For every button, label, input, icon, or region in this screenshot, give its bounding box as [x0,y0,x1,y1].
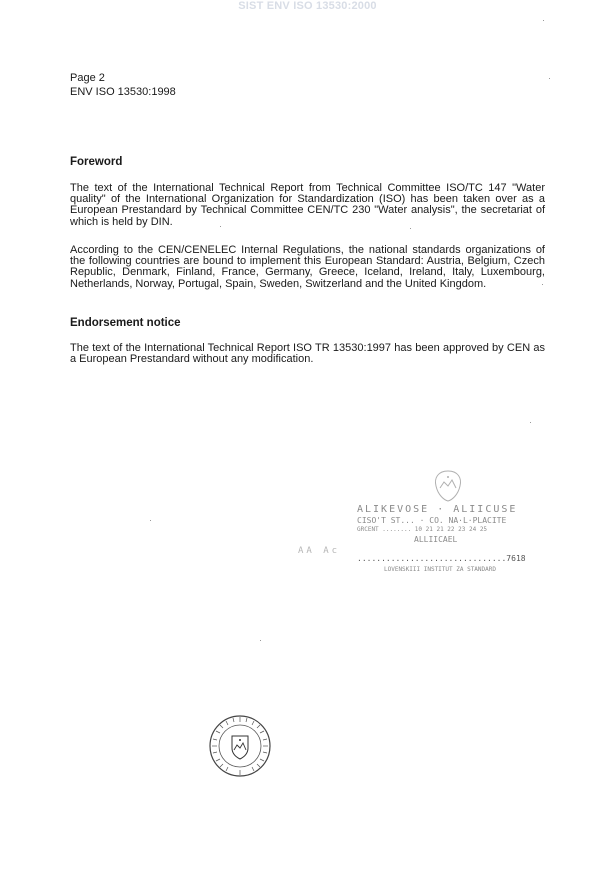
endorsement-paragraph: The text of the International Technical Report ISO TR 13530:1997 has been approved by CEN as a European Prestandard without any modification. [70,342,545,366]
stamp-line-5: ...............................7618 [357,554,526,563]
emblem-icon [428,468,468,504]
scan-speck [260,640,261,641]
stamp-side-mark: AA Ac [298,546,341,556]
stamp-line-3: GRCENT ........ 10 21 21 22 23 24 25 [357,526,488,533]
foreword-heading: Foreword [70,156,123,168]
stamp-line-4: ALLIICAEL [414,535,458,544]
stamp-line-6: LOVENSKIII INSTITUT ZA STANDARD [384,566,496,573]
stamp-line-1: ALIKEVOSE · ALIICUSE [357,504,518,515]
endorsement-heading: Endorsement notice [70,317,181,329]
foreword-paragraph-2: According to the CEN/CENELEC Internal Regulations, the national standards organizations of the following countries are bound to implement this European Standard: Austria, Belgium, Czech Republic, Denmark, Finland, France, Germany, Greece, Iceland, Ireland, Italy, Luxembourg, Netherlands, Norway, Portugal, Spain, Sweden, Switzerland and the United Kingdom. [70,244,545,290]
scan-speck [530,422,531,423]
scan-speck [220,226,221,227]
scan-speck [543,20,544,21]
page-number: Page 2 [70,72,105,84]
foreword-paragraph-1: The text of the International Technical Report from Technical Committee ISO/TC 147 "Water quality" of the International Organization for Standardization (ISO) has been taken over as a European Prestandard by Technical Committee CEN/TC 230 "Water analysis", the secretariat of which is held by DIN. [70,182,545,228]
stamp-line-2: CISO'T ST... · CO. NA·L·PLACITE [357,516,507,525]
page-header [70,71,176,99]
approval-stamp [352,468,552,580]
watermark: SIST ENV ISO 13530:2000 [238,0,377,12]
official-seal-icon [208,714,272,778]
scan-speck [150,520,151,521]
scan-speck [549,78,550,79]
scan-speck [542,284,543,285]
scan-speck [410,228,411,229]
document-id: ENV ISO 13530:1998 [70,86,176,98]
